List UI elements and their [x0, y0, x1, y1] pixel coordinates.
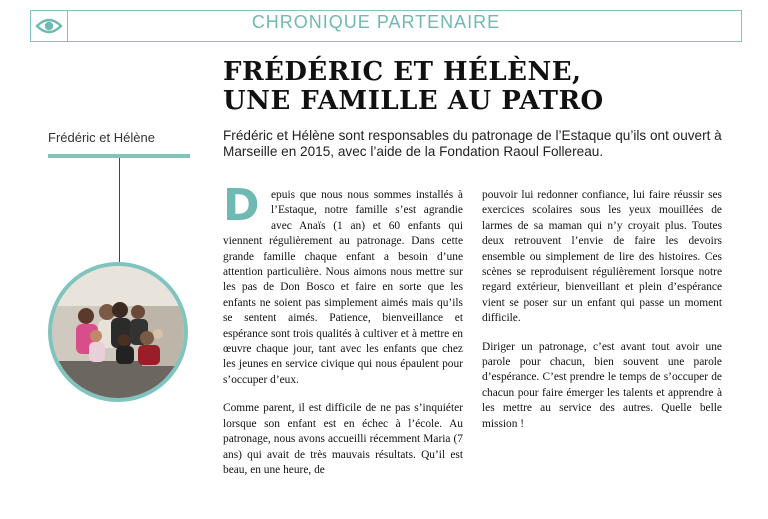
drop-cap: D	[223, 180, 260, 231]
eye-icon	[35, 16, 63, 36]
column-1-paragraph-2: Comme parent, il est difficile de ne pas s’inquiéter lorsque son enfant est en échec à l’école. Au patronage, nous avons accueilli récemment Maria (7 ans) qui avait de très mauvais résultats. Qu’il est beau, en une heure, de	[223, 402, 463, 476]
column-2-paragraph-1: pouvoir lui redonner confiance, lui faire réussir ses exercices scolaires sous les yeux mouillées de larmes de sa maman qui n’y croyait plus. Toutes deux retrouvent l’envie de faire les devoirs ensemble ou simplement de lire des histoires. Ces scènes se reproduisent régulièrement lorsque notre regard extérieur, bienveillant et plein d’espérance vient se poser sur un enfant qui passe un moment difficile.	[482, 189, 722, 325]
caption-connector-line	[119, 158, 120, 262]
article-lead: Frédéric et Hélène sont responsables du patronage de l’Estaque qu’ils ont ouvert à Marseille en 2015, avec l’aide de la Fondation Raoul Follereau.	[223, 128, 722, 159]
section-label: CHRONIQUE PARTENAIRE	[251, 12, 501, 32]
title-line-2: UNE FAMILLE AU PATRO	[223, 86, 604, 116]
article-title	[223, 58, 604, 116]
title-line-1: FRÉDÉRIC ET HÉLÈNE,	[223, 57, 582, 87]
photo-caption: Frédéric et Hélène	[48, 130, 155, 145]
family-photo-illustration	[52, 266, 184, 398]
family-photo	[48, 262, 188, 402]
column-2-paragraph-2: Diriger un patronage, c’est avant tout avoir une parole pour chacun, bien souvent une parole d’espérance. C’est prendre le temps de s’occuper de chacun pour faire émerger les talents et apprendre à les mettre au service des autres. Quelle belle mission !	[482, 340, 722, 430]
column-1-paragraph-1: epuis que nous nous sommes installés à l’Estaque, notre famille s’est agrandie avec Anaïs (1 an) et 60 enfants qui viennent régulièrement au patronage. Dans cette grande famille chaque enfant a besoin d’une attention particulière. Nous aimons nous mettre sur les pas de Don Bosco et faire en sorte que les enfants ne soient pas simplement aimés mais qu’ils se sentent aimés. Patience, bienveillance et espérance sont trois qualités à cultiver et à mettre en œuvre chaque jour, tant avec les enfants que chez les jeunes en service civique qui nous épaulent pour s’occuper d’eux.	[223, 189, 463, 386]
article-column-2	[482, 188, 722, 445]
eye-icon-box	[30, 10, 68, 42]
article-column-1	[223, 180, 463, 491]
